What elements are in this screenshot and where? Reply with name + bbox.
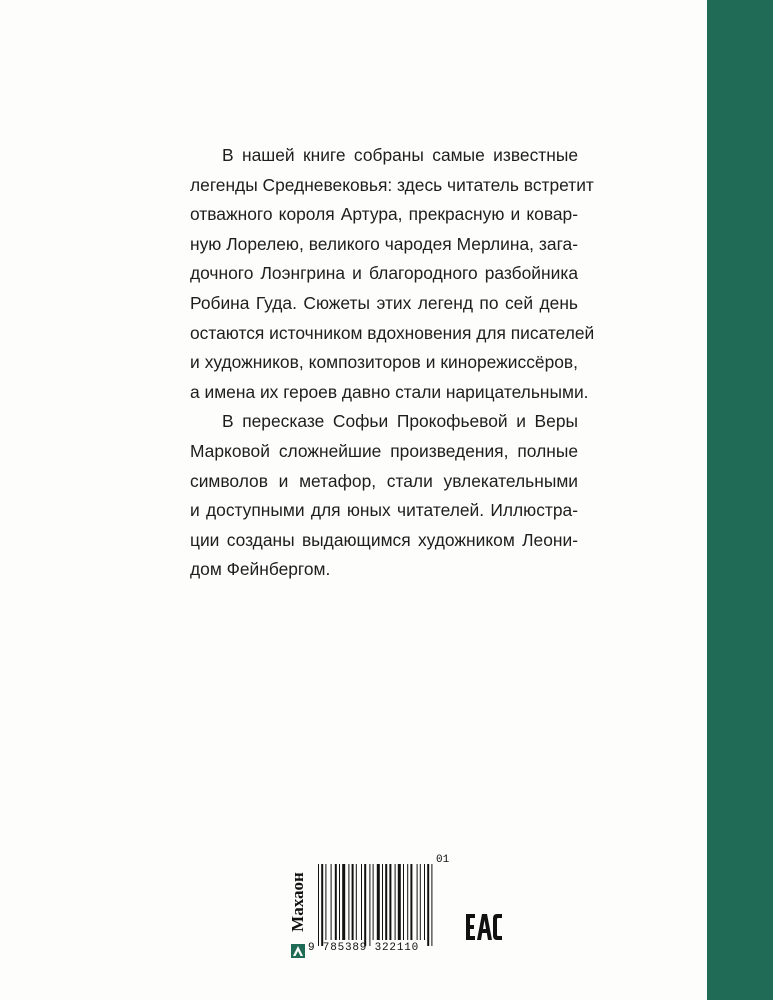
cover-spine-band <box>707 0 773 1000</box>
eac-mark-icon <box>464 912 504 942</box>
text-line: Робина Гуда. Сюжеты этих легенд по сей день <box>190 292 578 313</box>
text-line: дом Фейнбергом. <box>190 559 331 580</box>
text-line: и доступными для юных читателей. Иллюстра- <box>190 500 578 521</box>
publisher-mark-icon <box>291 944 305 958</box>
text-line: В пересказе Софьи Прокофьевой и Веры <box>222 411 578 432</box>
text-line: а имена их героев давно стали нарицательными. <box>190 381 589 402</box>
text-line: отважного короля Артура, прекрасную и ковар- <box>190 204 578 225</box>
publisher-name: Махаон <box>288 872 307 932</box>
text-line: легенды Средневековья: здесь читатель встретит <box>190 174 594 195</box>
paragraph-2 <box>190 407 578 585</box>
text-line: остаются источником вдохновения для писателей <box>190 322 595 343</box>
text-line: ную Лорелею, великого чародея Мерлина, зага- <box>190 233 578 254</box>
text-line: ции созданы выдающимся художником Леони- <box>190 529 578 550</box>
text-line: символов и метафор, стали увлекательными <box>190 470 578 491</box>
barcode-area <box>286 856 516 966</box>
text-line: Марковой сложнейшие произведения, полные <box>190 440 578 461</box>
isbn-number: 9 785389 322110 <box>308 942 420 954</box>
annotation-text <box>190 141 595 585</box>
barcode-addon-number: 01 <box>436 854 450 866</box>
text-line: дочного Лоэнгрина и благородного разбойника <box>190 263 578 284</box>
barcode-icon <box>316 860 442 948</box>
text-line: В нашей книге собраны самые известные <box>222 145 578 165</box>
text-line: и художников, композиторов и кинорежиссёров, <box>190 352 578 373</box>
paragraph-1 <box>190 141 595 407</box>
